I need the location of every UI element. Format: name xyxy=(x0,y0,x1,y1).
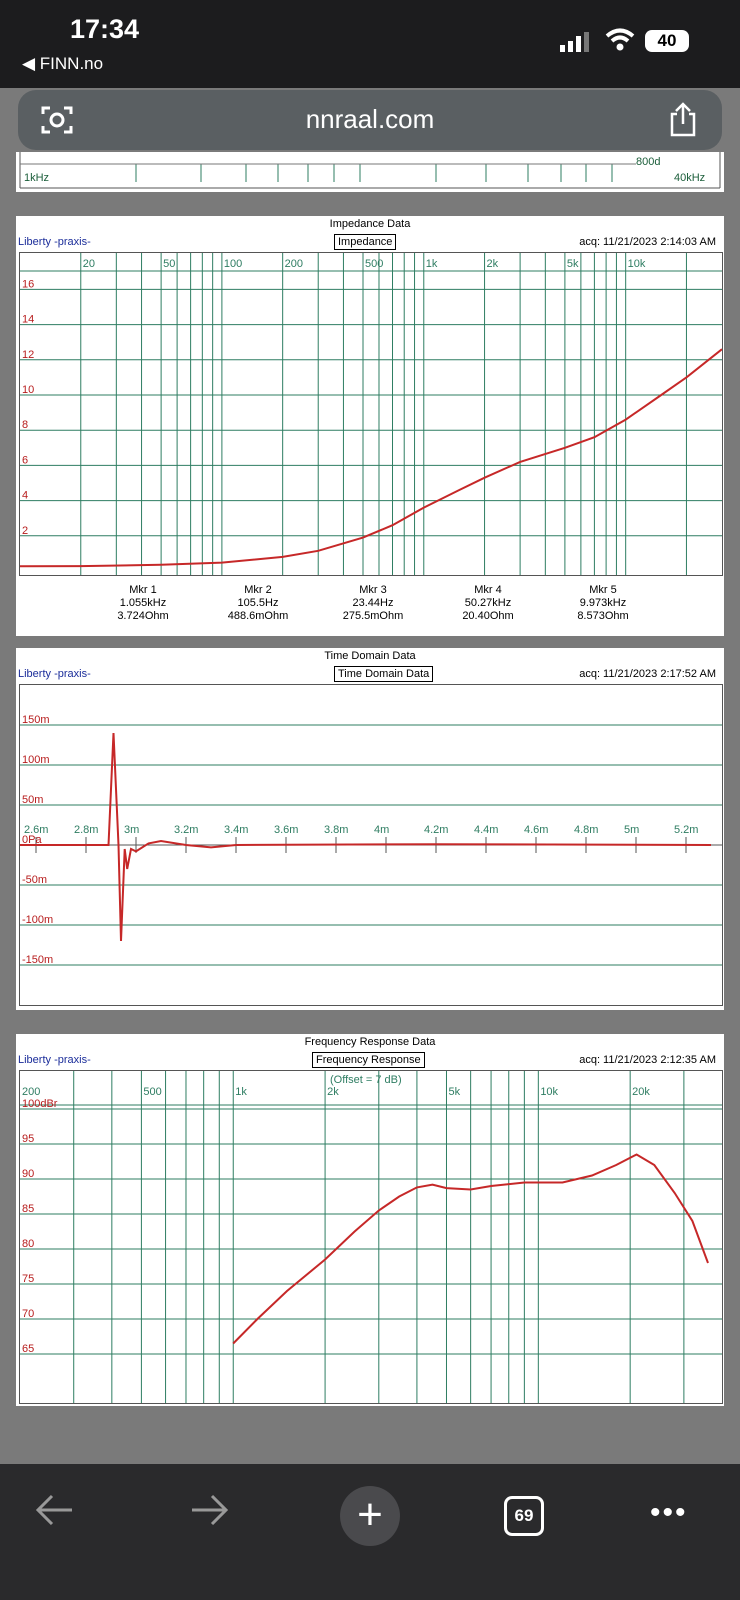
impedance-subtitle: Impedance xyxy=(334,234,396,250)
x-tick-label: 4.8m xyxy=(574,824,599,836)
freqresp-plot xyxy=(19,1070,723,1404)
x-tick-label: 10k xyxy=(627,258,646,270)
url-text[interactable]: nnraal.com xyxy=(305,104,435,134)
x-tick-label: 3.2m xyxy=(174,824,199,836)
x-tick-label: 5k xyxy=(566,258,579,270)
y-tick-label: 50m xyxy=(22,794,44,806)
marker-name: Mkr 4 xyxy=(474,584,502,596)
y-tick-label: 95 xyxy=(22,1133,35,1145)
x-tick-label: 5k xyxy=(448,1086,461,1098)
x-tick-label: 4.4m xyxy=(474,824,499,836)
x-tick-label: 3.4m xyxy=(224,824,249,836)
marker-name: Mkr 1 xyxy=(129,584,157,596)
x-tick-label: 500 xyxy=(365,258,384,270)
impedance-acq: acq: 11/21/2023 2:14:03 AM xyxy=(579,236,716,248)
marker-val: 8.573Ohm xyxy=(577,610,629,622)
x-tick-label: 1k xyxy=(425,258,438,270)
x-tick-label: 50 xyxy=(163,258,176,270)
status-bar xyxy=(0,0,740,88)
previous-chart-strip xyxy=(16,152,724,192)
x-tick-label: 4.6m xyxy=(524,824,549,836)
offset-label: (Offset = 7 dB) xyxy=(330,1074,402,1086)
y-tick-label: 85 xyxy=(22,1203,35,1215)
timedomain-title: Time Domain Data xyxy=(324,650,416,662)
freqresp-subtitle: Frequency Response xyxy=(312,1052,425,1068)
wifi-icon xyxy=(605,28,635,52)
page-content xyxy=(0,152,740,1464)
y-tick-label: -100m xyxy=(22,914,54,926)
back-arrow-icon[interactable] xyxy=(34,1492,74,1528)
timedomain-panel xyxy=(16,648,724,1010)
marker-readout xyxy=(548,584,658,623)
y-tick-label: 70 xyxy=(22,1308,35,1320)
impedance-brand: Liberty -praxis- xyxy=(18,236,91,248)
x-tick-label: 4.2m xyxy=(424,824,449,836)
marker-val: 275.5mOhm xyxy=(342,610,404,622)
freqresp-panel xyxy=(16,1034,724,1406)
x-tick-label: 3.6m xyxy=(274,824,299,836)
impedance-plot xyxy=(19,252,723,576)
y-tick-label: 6 xyxy=(22,454,29,467)
strip-right-label: 40kHz xyxy=(674,172,706,184)
marker-freq: 105.5Hz xyxy=(237,597,279,609)
x-tick-label: 3m xyxy=(124,824,140,836)
y-tick-label: 100m xyxy=(22,754,50,766)
x-tick-label: 200 xyxy=(284,258,304,270)
new-tab-button[interactable] xyxy=(340,1486,400,1546)
marker-readout xyxy=(318,584,428,623)
y-tick-label: -50m xyxy=(22,874,48,886)
x-tick-label: 3.8m xyxy=(324,824,349,836)
marker-readout xyxy=(88,584,198,623)
marker-freq: 50.27kHz xyxy=(464,597,512,609)
y-tick-label: 8 xyxy=(22,419,29,432)
y-tick-label: 16 xyxy=(22,278,35,291)
y-tick-label: 150m xyxy=(22,714,50,726)
more-icon[interactable]: ••• xyxy=(650,1496,688,1529)
marker-val: 20.40Ohm xyxy=(462,610,514,622)
x-tick-label: 2.6m xyxy=(24,824,49,836)
address-bar[interactable] xyxy=(18,90,722,150)
forward-arrow-icon[interactable] xyxy=(190,1492,230,1528)
marker-freq: 9.973kHz xyxy=(579,597,627,609)
strip-partial-label: 800d xyxy=(636,156,661,168)
marker-readout xyxy=(203,584,313,623)
y-tick-label: 14 xyxy=(22,313,35,326)
clock: 17:34 xyxy=(70,14,140,44)
freqresp-brand: Liberty -praxis- xyxy=(18,1054,91,1066)
y-tick-label: 12 xyxy=(22,348,35,361)
tabs-icon[interactable]: 69 xyxy=(504,1496,544,1536)
marker-name: Mkr 3 xyxy=(359,584,387,596)
timedomain-curve xyxy=(20,733,711,941)
x-tick-label: 100 xyxy=(223,258,243,270)
x-tick-label: 2k xyxy=(486,258,499,270)
x-tick-label: 4m xyxy=(374,824,390,836)
x-tick-label: 5m xyxy=(624,824,640,836)
share-icon[interactable] xyxy=(668,102,698,138)
y-tick-label: 65 xyxy=(22,1343,35,1355)
y-tick-label: 2 xyxy=(22,524,29,537)
x-tick-label: 1k xyxy=(235,1086,247,1098)
strip-left-label: 1kHz xyxy=(24,172,50,184)
freqresp-chart xyxy=(20,1071,722,1403)
battery-indicator: 40 xyxy=(645,30,689,52)
signal-icon xyxy=(560,32,590,52)
x-tick-label: 200 xyxy=(22,1086,41,1098)
marker-freq: 23.44Hz xyxy=(352,597,394,609)
marker-val: 488.6mOhm xyxy=(227,610,289,622)
y-tick-label: 0Pa xyxy=(22,834,42,846)
y-tick-label: 80 xyxy=(22,1238,35,1250)
timedomain-subtitle: Time Domain Data xyxy=(334,666,433,682)
timedomain-chart xyxy=(20,685,722,1005)
marker-val: 3.724Ohm xyxy=(117,610,169,622)
y-tick-label: 10 xyxy=(22,384,35,396)
x-tick-label: 20 xyxy=(82,258,96,270)
x-tick-label: 10k xyxy=(540,1086,559,1098)
marker-name: Mkr 2 xyxy=(244,584,272,596)
y-tick-label: 100dBr xyxy=(22,1098,58,1110)
impedance-chart xyxy=(20,253,722,575)
marker-freq: 1.055kHz xyxy=(119,597,167,609)
marker-readout xyxy=(433,584,543,623)
y-tick-label: -150m xyxy=(22,954,54,966)
browser-toolbar xyxy=(0,1464,740,1600)
y-tick-label: 4 xyxy=(22,489,29,502)
impedance-title: Impedance Data xyxy=(329,218,411,230)
x-tick-label: 2k xyxy=(327,1086,339,1098)
freqresp-title: Frequency Response Data xyxy=(304,1036,436,1048)
x-tick-label: 5.2m xyxy=(674,824,699,836)
impedance-panel xyxy=(16,216,724,636)
timedomain-acq: acq: 11/21/2023 2:17:52 AM xyxy=(579,668,716,680)
back-to-app-link[interactable]: ◀ FINN.no xyxy=(22,54,104,73)
timedomain-plot xyxy=(19,684,723,1006)
y-tick-label: 90 xyxy=(22,1168,35,1180)
x-tick-label: 20k xyxy=(632,1086,650,1098)
y-tick-label: 75 xyxy=(22,1273,35,1285)
plus-icon: + xyxy=(357,1490,383,1539)
freqresp-acq: acq: 11/21/2023 2:12:35 AM xyxy=(579,1054,716,1066)
marker-name: Mkr 5 xyxy=(589,584,617,596)
timedomain-brand: Liberty -praxis- xyxy=(18,668,91,680)
x-tick-label: 500 xyxy=(143,1086,162,1098)
x-tick-label: 2.8m xyxy=(74,824,99,836)
